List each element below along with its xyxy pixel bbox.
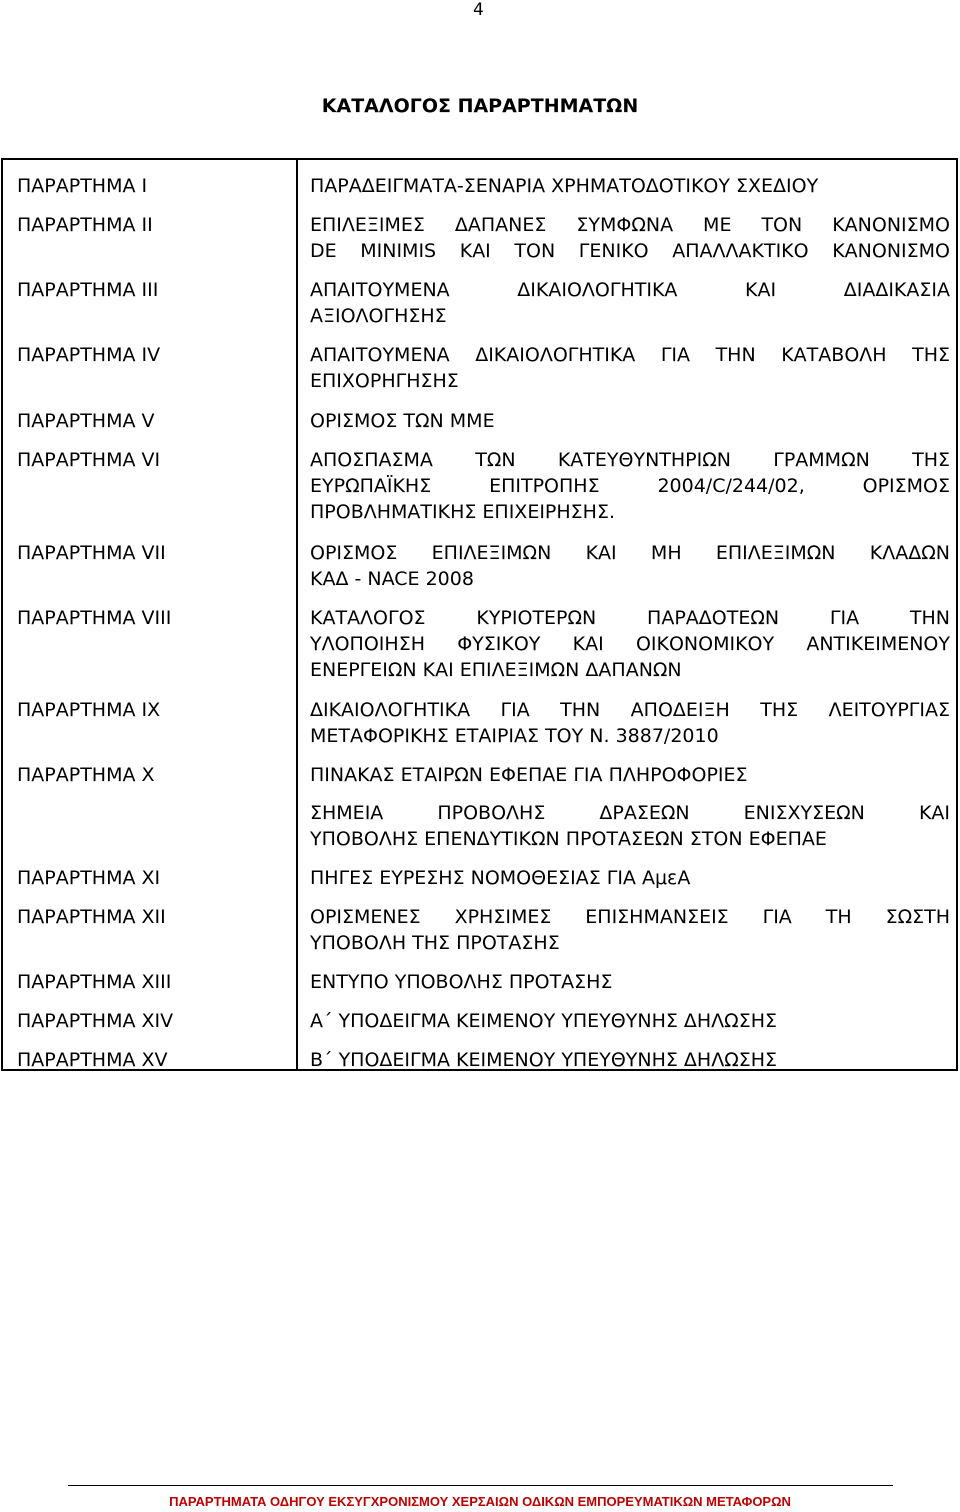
column-divider [296,160,298,1069]
annex-description: ΕΝΤΥΠΟ ΥΠΟΒΟΛΗΣ ΠΡΟΤΑΣΗΣ [310,971,613,993]
annex-description: ΠΑΡΑΔΕΙΓΜΑΤΑ-ΣΕΝΑΡΙΑ ΧΡΗΜΑΤΟΔΟΤΙΚΟΥ ΣΧΕΔΙΟΥ [310,175,819,197]
annex-description: ΑΠΑΙΤΟΥΜΕΝΑ ΔΙΚΑΙΟΛΟΓΗΤΙΚΑ ΚΑΙ ΔΙΑΔΙΚΑΣΙΑ ΑΞΙΟΛΟΓΗΣΗΣ [310,279,950,327]
annex-label: ΠΑΡΑΡΤΗΜΑ XV [17,1049,168,1071]
annex-description: ΟΡΙΣΜΟΣ ΕΠΙΛΕΞΙΜΩΝ ΚΑΙ ΜΗ ΕΠΙΛΕΞΙΜΩΝ ΚΛΑΔΩΝ ΚΑΔ - NACE 2008 [310,542,950,590]
annex-label: ΠΑΡΑΡΤΗΜΑ I [17,175,148,197]
annex-description: ΕΠΙΛΕΞΙΜΕΣ ΔΑΠΑΝΕΣ ΣΥΜΦΩΝΑ ΜΕ ΤΟΝ ΚΑΝΟΝΙΣΜΟ DE MINIMIS ΚΑΙ ΤΟΝ ΓΕΝΙΚΟ ΑΠΑΛΛΑΚΤΙΚΟ ΚΑΝΟΝΙΣΜΟ [310,214,950,262]
annex-label: ΠΑΡΑΡΤΗΜΑ X [17,764,155,786]
page-number: 4 [473,0,484,20]
annex-table [1,158,958,1071]
annex-description: ΟΡΙΣΜΟΣ ΤΩΝ ΜΜΕ [310,410,495,432]
annex-description: ΠΙΝΑΚΑΣ ΕΤΑΙΡΩΝ ΕΦΕΠΑΕ ΓΙΑ ΠΛΗΡΟΦΟΡΙΕΣ [310,764,748,786]
annex-description: Β΄ ΥΠΟΔΕΙΓΜΑ ΚΕΙΜΕΝΟΥ ΥΠΕΥΘΥΝΗΣ ΔΗΛΩΣΗΣ [310,1049,778,1071]
page-title: ΚΑΤΑΛΟΓΟΣ ΠΑΡΑΡΤΗΜΑΤΩΝ [321,95,639,117]
annex-description: ΟΡΙΣΜΕΝΕΣ ΧΡΗΣΙΜΕΣ ΕΠΙΣΗΜΑΝΣΕΙΣ ΓΙΑ ΤΗ ΣΩΣΤΗ ΥΠΟΒΟΛΗ ΤΗΣ ΠΡΟΤΑΣΗΣ [310,906,950,954]
annex-label: ΠΑΡΑΡΤΗΜΑ IX [17,699,161,721]
annex-label: ΠΑΡΑΡΤΗΜΑ VIII [17,607,172,629]
annex-description-continued: ΣΗΜΕΙΑ ΠΡΟΒΟΛΗΣ ΔΡΑΣΕΩΝ ΕΝΙΣΧΥΣΕΩΝ ΚΑΙ ΥΠΟΒΟΛΗΣ ΕΠΕΝΔΥΤΙΚΩΝ ΠΡΟΤΑΣΕΩΝ ΣΤΟΝ ΕΦΕΠΑΕ [310,802,950,850]
annex-description: ΑΠΑΙΤΟΥΜΕΝΑ ΔΙΚΑΙΟΛΟΓΗΤΙΚΑ ΓΙΑ ΤΗΝ ΚΑΤΑΒΟΛΗ ΤΗΣ ΕΠΙΧΟΡΗΓΗΣΗΣ [310,344,950,392]
annex-label: ΠΑΡΑΡΤΗΜΑ V [17,410,155,432]
annex-description: ΚΑΤΑΛΟΓΟΣ ΚΥΡΙΟΤΕΡΩΝ ΠΑΡΑΔΟΤΕΩΝ ΓΙΑ ΤΗΝ ΥΛΟΠΟΙΗΣΗ ΦΥΣΙΚΟΥ ΚΑΙ ΟΙΚΟΝΟΜΙΚΟΥ ΑΝΤΙΚΕΙΜΕΝΟΥ ΕΝΕΡΓΕΙΩΝ ΚΑΙ ΕΠΙΛΕΞΙΜΩΝ ΔΑΠΑΝΩΝ [310,607,950,681]
footer-rule [68,1485,893,1486]
annex-label: ΠΑΡΑΡΤΗΜΑ XII [17,906,166,928]
annex-label: ΠΑΡΑΡΤΗΜΑ VI [17,449,161,471]
annex-description: ΔΙΚΑΙΟΛΟΓΗΤΙΚΑ ΓΙΑ ΤΗΝ ΑΠΟΔΕΙΞΗ ΤΗΣ ΛΕΙΤΟΥΡΓΙΑΣ ΜΕΤΑΦΟΡΙΚΗΣ ΕΤΑΙΡΙΑΣ ΤΟΥ Ν. 3887/2010 [310,699,950,747]
annex-label: ΠΑΡΑΡΤΗΜΑ II [17,214,153,236]
annex-description: ΑΠΟΣΠΑΣΜΑ ΤΩΝ ΚΑΤΕΥΘΥΝΤΗΡΙΩΝ ΓΡΑΜΜΩΝ ΤΗΣ ΕΥΡΩΠΑΪΚΗΣ ΕΠΙΤΡΟΠΗΣ 2004/C/244/02, ΟΡΙΣΜΟΣ ΠΡΟΒΛΗΜΑΤΙΚΗΣ ΕΠΙΧΕΙΡΗΣΗΣ. [310,449,950,523]
annex-label: ΠΑΡΑΡΤΗΜΑ XIV [17,1010,174,1032]
annex-description: ΠΗΓΕΣ ΕΥΡΕΣΗΣ ΝΟΜΟΘΕΣΙΑΣ ΓΙΑ ΑμεΑ [310,867,691,889]
annex-description: Α΄ ΥΠΟΔΕΙΓΜΑ ΚΕΙΜΕΝΟΥ ΥΠΕΥΘΥΝΗΣ ΔΗΛΩΣΗΣ [310,1010,777,1032]
annex-label: ΠΑΡΑΡΤΗΜΑ XI [17,867,161,889]
annex-label: ΠΑΡΑΡΤΗΜΑ IV [17,344,161,366]
annex-label: ΠΑΡΑΡΤΗΜΑ XIII [17,971,172,993]
footer-text: ΠΑΡΑΡΤΗΜΑΤΑ ΟΔΗΓΟΥ ΕΚΣΥΓΧΡΟΝΙΣΜΟΥ ΧΕΡΣΑΙΩΝ ΟΔΙΚΩΝ ΕΜΠΟΡΕΥΜΑΤΙΚΩΝ ΜΕΤΑΦΟΡΩΝ [169,1494,791,1509]
annex-label: ΠΑΡΑΡΤΗΜΑ III [17,279,159,301]
annex-label: ΠΑΡΑΡΤΗΜΑ VII [17,542,166,564]
